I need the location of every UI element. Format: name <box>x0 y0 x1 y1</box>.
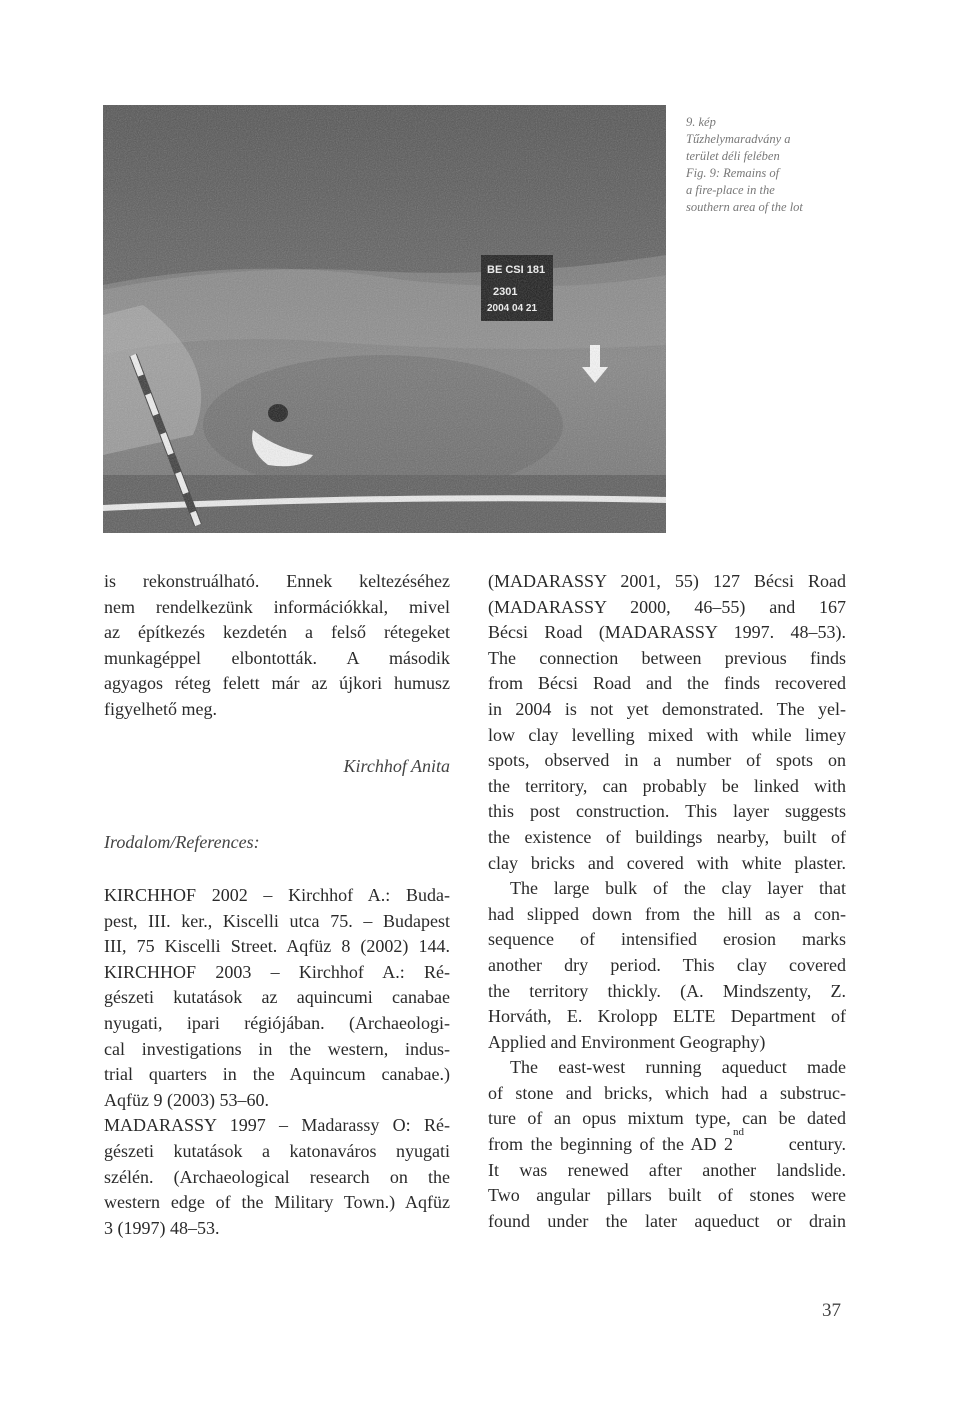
figure-caption <box>686 114 866 216</box>
text-line: nem rendelkezünk információkkal, mivel <box>104 596 450 617</box>
text-line: It was renewed after another landslide. <box>488 1159 846 1180</box>
reference-line: Aqfüz 9 (2003) 53–60. <box>104 1089 269 1110</box>
text-line: another dry period. This clay covered <box>488 954 846 975</box>
text-line: from Bécsi Road and the finds recovered <box>488 673 846 694</box>
text-line: figyelhető meg. <box>104 698 217 719</box>
text-line <box>488 1126 846 1158</box>
text-line: agyagos réteg felett már az újkori humusz <box>104 673 450 694</box>
text-line-end: century. <box>788 1134 846 1155</box>
text-line: Bécsi Road (MADARASSY 1997. 48–53). <box>488 622 846 643</box>
reference-line: MADARASSY 1997 – Madarassy O: Ré- <box>104 1115 450 1136</box>
right-column-text <box>488 569 846 1234</box>
caption-line: a fire-place in the <box>686 183 775 197</box>
text-line: low clay levelling mixed with while limey <box>488 724 846 745</box>
text-line: The large bulk of the clay layer that <box>510 878 846 899</box>
reference-line: 3 (1997) 48–53. <box>104 1217 220 1238</box>
text-line: Applied and Environment Geography) <box>488 1031 766 1052</box>
text-line: the territory thickly. (A. Mindszenty, Z. <box>488 980 846 1001</box>
text-line: of stone and bricks, which had a substruc- <box>488 1082 846 1103</box>
left-column-paragraph <box>104 569 450 723</box>
text-line: spots, observed in a number of spots on <box>488 750 846 771</box>
reference-line: gészeti kutatások a katonaváros nyugati <box>104 1140 450 1161</box>
references-heading: Irodalom/References: <box>104 832 260 852</box>
reference-line: cal investigations in the western, indus- <box>104 1038 450 1059</box>
superscript-nd: nd <box>732 1126 744 1139</box>
text-line: az építkezés kezdetén a felső rétegeket <box>104 622 450 643</box>
text-line: in 2004 is not yet demonstrated. The yel- <box>488 698 846 719</box>
text-line: The east-west running aqueduct made <box>510 1057 846 1078</box>
reference-line: III, 75 Kiscelli Street. Aqfüz 8 (2002) 144. <box>104 936 450 957</box>
text-line: the existence of buildings nearby, built of <box>488 826 846 847</box>
text-line: munkagéppel elbontották. A második <box>104 647 450 668</box>
page-number: 37 <box>822 1300 841 1321</box>
text-line-start: from the beginning of the AD 2 <box>488 1134 733 1155</box>
reference-line: gészeti kutatások az aquincumi canabae <box>104 987 450 1008</box>
photo-image <box>103 105 666 533</box>
caption-line: terület déli felében <box>686 149 780 163</box>
text-line: had slipped down from the hill as a con- <box>488 903 846 924</box>
text-line: this post construction. This layer suggests <box>488 801 846 822</box>
text-line: (MADARASSY 2001, 55) 127 Bécsi Road <box>488 571 846 591</box>
text-line: The connection between previous finds <box>488 647 846 668</box>
reference-line: KIRCHHOF 2003 – Kirchhof A.: Ré- <box>104 961 450 982</box>
excavation-photo <box>103 105 666 533</box>
text-line: (MADARASSY 2000, 46–55) and 167 <box>488 596 846 617</box>
text-line: ture of an opus mixtum type, can be dated <box>488 1108 846 1129</box>
caption-line: Fig. 9: Remains of <box>686 166 780 180</box>
text-line: Horváth, E. Krolopp ELTE Department of <box>488 1006 846 1027</box>
reference-line: pest, III. ker., Kiscelli utca 75. – Budapest <box>104 910 450 931</box>
text-line: is rekonstruálható. Ennek keltezéséhez <box>104 571 450 591</box>
references-list <box>104 883 450 1241</box>
caption-line: Tűzhelymaradvány a <box>686 132 791 146</box>
text-line: found under the later aqueduct or drain <box>488 1210 846 1231</box>
text-line: the territory, can probably be linked with <box>488 775 846 796</box>
caption-line: southern area of the lot <box>686 200 803 214</box>
text-line: Two angular pillars built of stones were <box>488 1185 846 1206</box>
reference-line: KIRCHHOF 2002 – Kirchhof A.: Buda- <box>104 885 450 905</box>
caption-line: 9. kép <box>686 115 716 129</box>
text-line: clay bricks and covered with white plaster. <box>488 852 846 873</box>
author-signature: Kirchhof Anita <box>343 756 450 776</box>
text-line: sequence of intensified erosion marks <box>488 929 846 950</box>
reference-line: trial quarters in the Aquincum canabae.) <box>104 1064 450 1085</box>
reference-line: nyugati, ipari régiójában. (Archaeologi- <box>104 1012 450 1033</box>
reference-line: szélén. (Archaeological research on the <box>104 1166 450 1187</box>
reference-line: western edge of the Military Town.) Aqfüz <box>104 1192 450 1213</box>
